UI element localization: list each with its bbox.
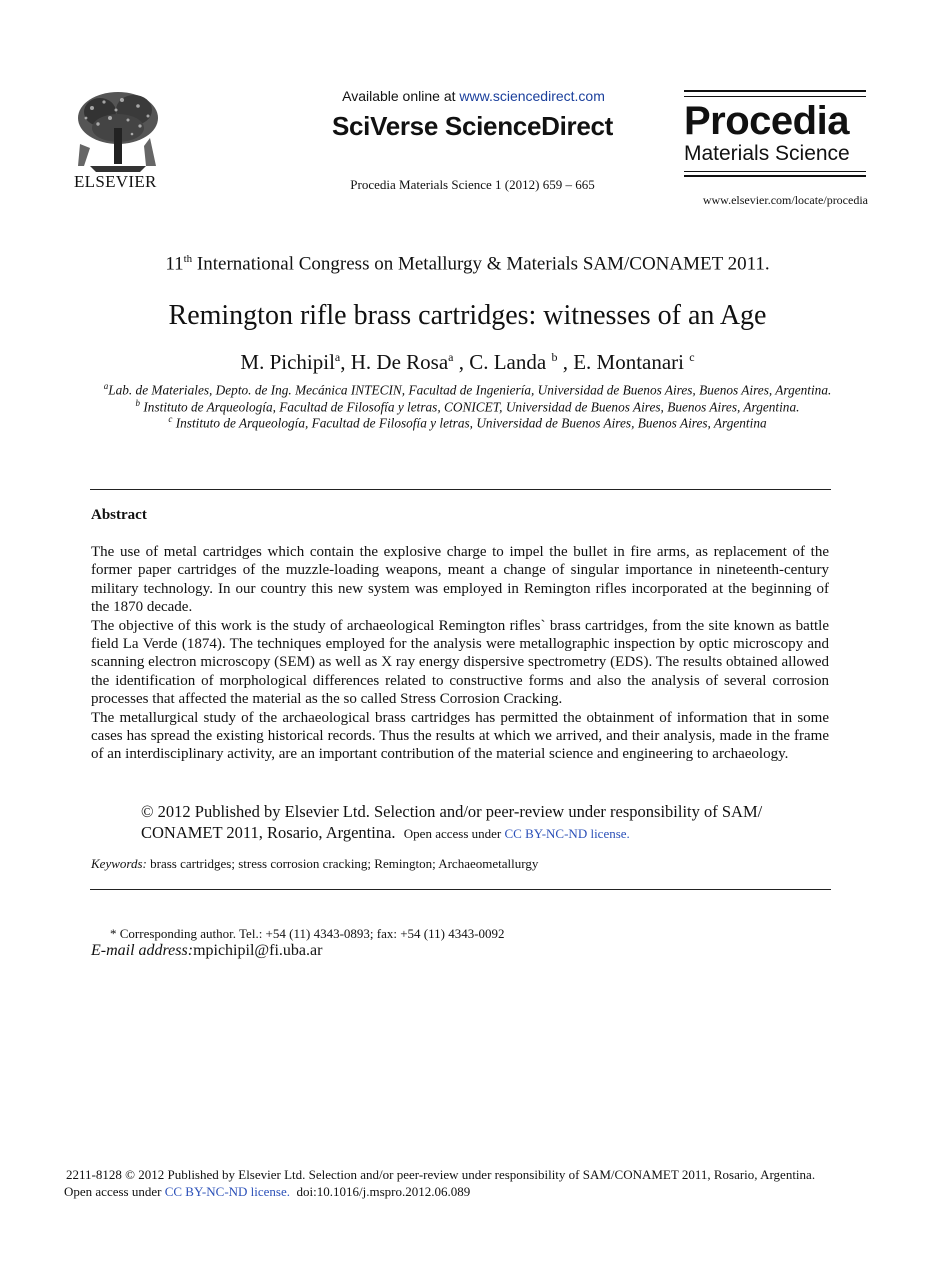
affiliation-a [0,381,935,398]
conference-line [0,253,935,275]
author-affil-mark: a [334,350,341,364]
logo-bottom-rule [684,175,866,177]
affiliation-text: Instituto de Arqueología, Facultad de Filosofía y letras, CONICET, Universidad de Buenos Aires, Buenos Aires, Argentina. [140,399,800,415]
footer-open-access-prefix: Open access under [64,1184,165,1199]
copyright-line-2-text: CONAMET 2011, Rosario, Argentina. [141,823,396,842]
keywords-label: Keywords: [91,856,147,871]
abstract-paragraph: The objective of this work is the study of archaeological Remington rifles` brass cartridges, from the site known as battle field La Verde (1874). The techniques employed for the analysis were metallographic inspection by optic microscopy and scanning electron microscopy (SEM) as well as X ray energy dispersive spectrometry (EDS). The results obtained allowed the identification of morphological differences related to constructive forms and also the analysis of several corrosion processes that affected the material as the so called Stress Corrosion Cracking. [91,617,829,708]
author-name: , C. Landa [453,350,552,374]
footer-license-doi [64,1184,470,1200]
available-prefix: Available online at [342,88,460,104]
journal-url[interactable]: www.elsevier.com/locate/procedia [702,193,868,207]
journal-reference: Procedia Materials Science 1 (2012) 659 – 665 [350,177,595,192]
email-line [91,942,322,960]
logo-bottom-rule-thin [684,171,866,172]
affiliation-mark: a [103,381,109,391]
author-affil-mark: b [551,350,558,364]
divider-top [90,489,831,490]
divider-bottom [90,889,831,890]
copyright-line-2 [141,822,781,844]
abstract-body [91,543,829,764]
copyright-line-1: © 2012 Published by Elsevier Ltd. Selection and/or peer-review under responsibility of SAM/ [141,802,763,821]
logo-top-rule-thin [684,96,866,97]
copyright-notice [141,801,781,844]
paper-title: Remington rifle brass cartridges: witnesses of an Age [168,300,767,331]
journal-logo [684,90,866,181]
logo-top-rule [684,90,866,92]
author-list [0,350,935,375]
keywords-text: brass cartridges; stress corrosion cracking; Remington; Archaeometallurgy [146,856,539,871]
email-label: E-mail address: [91,942,194,959]
platform-logo-text: SciVerse ScienceDirect [331,111,614,141]
affiliation-mark: b [135,398,141,408]
author-name: M. Pichipil [240,350,335,374]
publisher-name: ELSEVIER [74,172,157,191]
author-name: , E. Montanari [557,350,690,374]
footer-doi[interactable]: doi:10.1016/j.mspro.2012.06.089 [296,1184,471,1199]
abstract-heading: Abstract [91,507,147,523]
author-name: , H. De Rosa [340,350,449,374]
journal-subtitle: Materials Science [684,142,850,165]
abstract-paragraph: The use of metal cartridges which contain the explosive charge to impel the bullet in fire arms, as replacement of the former paper cartridges of the muzzle-loading weapons, meant a change of singular importance in nineteenth-century military technology. In our country this new system was employed in Remington rifles incorporated at the beginning of the 1870 decade. [91,544,829,616]
author-affil-mark: a [448,350,454,364]
affiliation-text: Lab. de Materiales, Depto. de Ing. Mecánica INTECIN, Facultad de Ingeniería, Universidad de Buenos Aires, Buenos Aires, Argentina. [108,382,832,398]
conference-number: 11 [165,253,184,275]
journal-title: Procedia [684,99,849,143]
footer-copyright: 2211-8128 © 2012 Published by Elsevier Ltd. Selection and/or peer-review under responsibility of SAM/CONAMET 2011, Rosario, Argentina. [66,1167,816,1182]
license-link[interactable]: CC BY-NC-ND license. [504,826,630,841]
abstract-paragraph: The metallurgical study of the archaeological brass cartridges has permitted the obtainment of information that in some cases has spread the existing historical records. Thus the results at which we arrived, and their analysis, made in the frame of an interdisciplinary activity, are an important contribution of the material science and engineering to archaeology. [91,709,829,763]
open-access-prefix: Open access under [403,826,505,841]
sciencedirect-link[interactable]: www.sciencedirect.com [459,88,605,104]
affiliation-text: Instituto de Arqueología, Facultad de Filosofía y letras, Universidad de Buenos Aires, Buenos Aires, Argentina [172,415,767,431]
affiliation-c [0,414,935,431]
affiliation-b [0,398,935,415]
email-address[interactable]: mpichipil@fi.uba.ar [193,942,323,959]
footer-license-link[interactable]: CC BY-NC-ND license. [164,1184,291,1199]
conference-ordinal: th [183,253,193,265]
author-affil-mark: c [689,350,695,364]
conference-name: International Congress on Metallurgy & Materials SAM/CONAMET 2011. [192,253,770,275]
affiliation-mark: c [168,414,173,424]
corresponding-author: * Corresponding author. Tel.: +54 (11) 4343-0893; fax: +54 (11) 4343-0092 [110,926,505,941]
keywords [91,856,538,872]
